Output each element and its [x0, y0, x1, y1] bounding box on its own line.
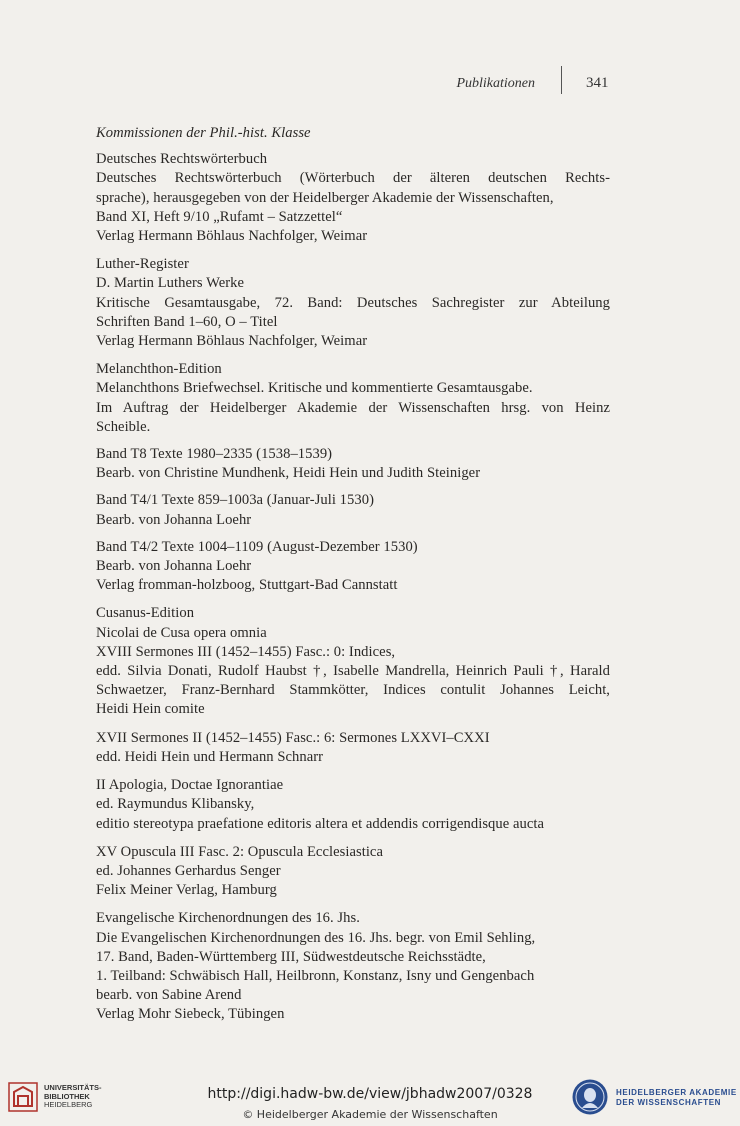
band-title: Band T4/2 Texte 1004–1109 (August-Dezember 1530): [96, 538, 418, 555]
volume-editors: Schwaetzer, Franz-Bernhard Stammkötter, Indices contulit Johannes Leicht,: [96, 682, 610, 699]
entry-title: Melanchthon-Edition: [96, 361, 222, 378]
entry-text: D. Martin Luthers Werke: [96, 275, 245, 292]
entry-band: Band XI, Heft 9/10 „Rufamt – Satzzettel“: [96, 208, 343, 225]
page-body: [96, 124, 610, 1034]
band-bearbeiter: Bearb. von Christine Mundhenk, Heidi Hein und Judith Steiniger: [96, 465, 481, 482]
band-title: Band T4/1 Texte 859–1003a (Januar-Juli 1530): [96, 492, 374, 509]
entry-text: Melanchthons Briefwechsel. Kritische und kommentierte Gesamtausgabe.: [96, 380, 533, 397]
entry-text: sprache), herausgegeben von der Heidelberger Akademie der Wissenschaften,: [96, 189, 554, 206]
page-number: 341: [586, 75, 609, 91]
entry-bearbeiter: bearb. von Sabine Arend: [96, 987, 242, 1004]
entry-verlag: Verlag Hermann Böhlaus Nachfolger, Weimar: [96, 228, 368, 245]
entry-kirchenordnungen: [96, 909, 610, 1024]
entry-rechtswoerterbuch: [96, 150, 610, 246]
ub-name-line: HEIDELBERG: [44, 1100, 93, 1109]
ub-name-line: UNIVERSITÄTS-: [44, 1083, 102, 1092]
entry-title: Luther-Register: [96, 256, 189, 273]
cusanus-volume-ii: [96, 776, 610, 834]
copyright-notice: © Heidelberger Akademie der Wissenschaften: [242, 1108, 498, 1121]
melanchthon-band-t4-1: [96, 491, 610, 529]
running-header-title: Publikationen: [456, 76, 535, 91]
entry-verlag: Verlag fromman-holzboog, Stuttgart-Bad Cannstatt: [96, 577, 398, 594]
permalink-url[interactable]: http://digi.hadw-bw.de/view/jbhadw2007/0328: [207, 1086, 533, 1102]
entry-text: Kritische Gesamtausgabe, 72. Band: Deutsches Sachregister zur Abteilung: [96, 294, 610, 311]
volume-editors: ed. Johannes Gerhardus Senger: [96, 862, 281, 879]
melanchthon-band-t8: [96, 445, 610, 483]
academy-name-line: DER WISSENSCHAFTEN: [616, 1098, 722, 1107]
entry-text: Nicolai de Cusa opera omnia: [96, 624, 267, 641]
band-bearbeiter: Bearb. von Johanna Loehr: [96, 558, 252, 575]
volume-title: XVII Sermones II (1452–1455) Fasc.: 6: Sermones LXXVI–CXXI: [96, 729, 490, 746]
entry-verlag: Verlag Mohr Siebeck, Tübingen: [96, 1006, 285, 1023]
volume-title: XVIII Sermones III (1452–1455) Fasc.: 0: Indices,: [96, 643, 396, 660]
entry-text: 1. Teilband: Schwäbisch Hall, Heilbronn, Konstanz, Isny und Gengenbach: [96, 967, 535, 984]
volume-note: editio stereotypa praefatione editoris altera et addendis corrigendisque aucta: [96, 815, 545, 832]
academy-seal-icon: [571, 1078, 609, 1116]
band-bearbeiter: Bearb. von Johanna Loehr: [96, 511, 252, 528]
volume-editors: edd. Heidi Hein und Hermann Schnarr: [96, 748, 324, 765]
entry-verlag: Verlag Hermann Böhlaus Nachfolger, Weimar: [96, 333, 368, 350]
melanchthon-band-t4-2: [96, 538, 610, 596]
entry-text: Im Auftrag der Heidelberger Akademie der Wissenschaften hrsg. von Heinz: [96, 399, 610, 416]
academy-name-line: HEIDELBERGER AKADEMIE: [616, 1088, 737, 1097]
entry-cusanus-edition: [96, 604, 610, 719]
header-divider: [561, 66, 562, 94]
section-heading: Kommissionen der Phil.-hist. Klasse: [96, 125, 311, 141]
cusanus-volume-xvii: [96, 729, 610, 767]
band-title: Band T8 Texte 1980–2335 (1538–1539): [96, 446, 333, 463]
entry-melanchthon-edition: [96, 360, 610, 437]
entry-text: Deutsches Rechtswörterbuch (Wörterbuch der älteren deutschen Rechts-: [96, 170, 610, 187]
entry-title: Evangelische Kirchenordnungen des 16. Jhs.: [96, 910, 360, 927]
entry-luther-register: [96, 255, 610, 351]
volume-editors: edd. Silvia Donati, Rudolf Haubst †, Isabelle Mandrella, Heinrich Pauli †, Harald: [96, 663, 610, 680]
entry-verlag: Felix Meiner Verlag, Hamburg: [96, 882, 277, 899]
digitization-footer: [0, 1072, 740, 1126]
entry-text: 17. Band, Baden-Württemberg III, Südwestdeutsche Reichsstädte,: [96, 948, 486, 965]
volume-title: II Apologia, Doctae Ignorantiae: [96, 777, 284, 794]
entry-title: Cusanus-Edition: [96, 605, 195, 622]
entry-text: Scheible.: [96, 418, 151, 435]
entry-title: Deutsches Rechtswörterbuch: [96, 151, 268, 168]
volume-title: XV Opuscula III Fasc. 2: Opuscula Ecclesiastica: [96, 843, 383, 860]
ub-name-line: BIBLIOTHEK: [44, 1091, 90, 1101]
volume-editors: ed. Raymundus Klibansky,: [96, 796, 255, 813]
volume-editors: Heidi Hein comite: [96, 701, 205, 718]
page-header: [0, 72, 740, 96]
entry-text: Schriften Band 1–60, O – Titel: [96, 313, 278, 330]
entry-text: Die Evangelischen Kirchenordnungen des 16. Jhs. begr. von Emil Sehling,: [96, 929, 536, 946]
academy-name: [616, 1088, 737, 1108]
cusanus-volume-xv: [96, 843, 610, 901]
